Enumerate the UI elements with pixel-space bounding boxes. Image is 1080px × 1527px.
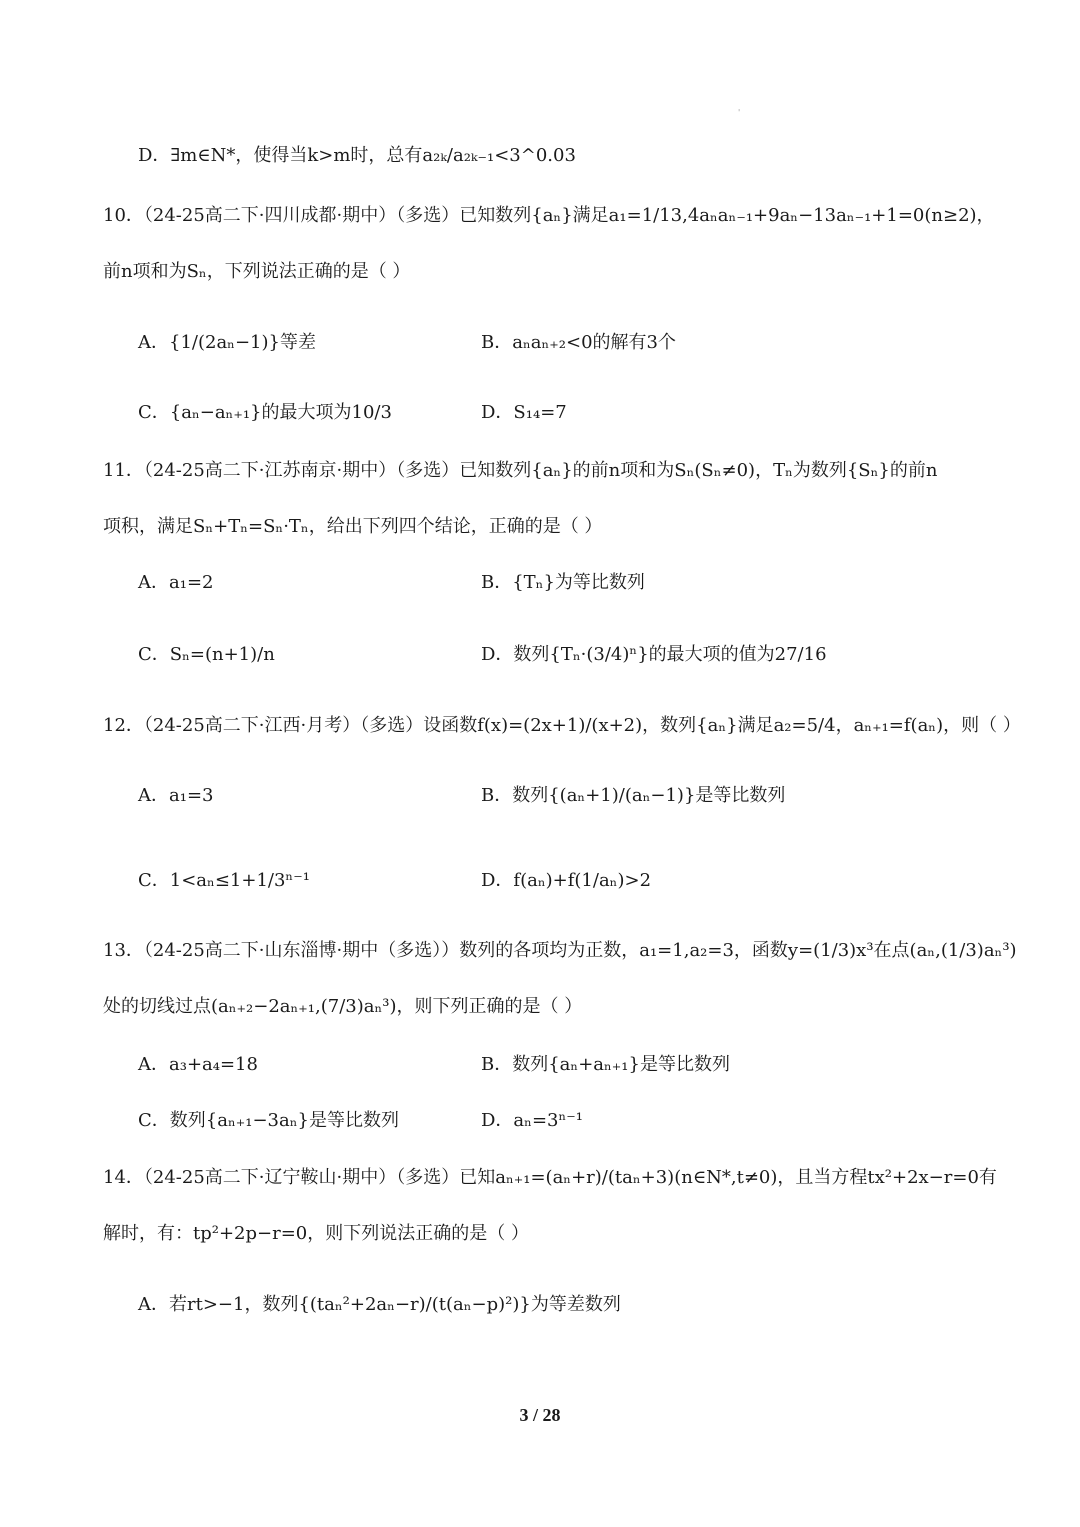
- q11-option-b: B．{Tₙ}为等比数列: [481, 572, 645, 593]
- q14-option-a: A．若rt>−1，数列{(taₙ²+2aₙ−r)/(t(aₙ−p)²)}为等差数列: [138, 1294, 621, 1315]
- q10-option-c: C．{aₙ−aₙ₊₁}的最大项为10/3: [138, 402, 392, 423]
- q13-option-b: B．数列{aₙ+aₙ₊₁}是等比数列: [481, 1054, 730, 1075]
- q11-option-d: D．数列{Tₙ·(3/4)ⁿ}的最大项的值为27/16: [481, 644, 827, 665]
- q12-option-b: B．数列{(aₙ+1)/(aₙ−1)}是等比数列: [481, 785, 786, 806]
- q13-stem-2: 处的切线过点(aₙ₊₂−2aₙ₊₁,(7/3)aₙ³)，则下列正确的是（ ）: [103, 996, 583, 1017]
- page-number: 3 / 28: [519, 1405, 561, 1425]
- q10-stem-2: 前n项和为Sₙ，下列说法正确的是（ ）: [103, 261, 411, 282]
- q11-option-a: A．a₁=2: [138, 572, 214, 593]
- q13-option-a: A．a₃+a₄=18: [138, 1054, 258, 1075]
- q10-stem-1: 10．（24-25高二下·四川成都·期中）（多选）已知数列{aₙ}满足a₁=1/13,4aₙaₙ₋₁+9aₙ−13aₙ₋₁+1=0(n≥2)，: [103, 205, 995, 226]
- q13-stem-1: 13．（24-25高二下·山东淄博·期中（多选））数列的各项均为正数，a₁=1,a₂=3，函数y=(1/3)x³在点(aₙ,(1/3)aₙ³): [103, 940, 1017, 961]
- q11-option-c: C．Sₙ=(n+1)/n: [138, 644, 275, 665]
- q13-option-c: C．数列{aₙ₊₁−3aₙ}是等比数列: [138, 1110, 399, 1131]
- q12-option-a: A．a₁=3: [138, 785, 214, 806]
- q12-option-d: D．f(aₙ)+f(1/aₙ)>2: [481, 870, 652, 891]
- q10-option-b: B．aₙaₙ₊₂<0的解有3个: [481, 332, 676, 353]
- q14-stem-1: 14．（24-25高二下·辽宁鞍山·期中）（多选）已知aₙ₊₁=(aₙ+r)/(taₙ+3)(n∈N*,t≠0)，且当方程tx²+2x−r=0有: [103, 1167, 997, 1188]
- q11-stem-2: 项积，满足Sₙ+Tₙ=Sₙ·Tₙ，给出下列四个结论，正确的是（ ）: [103, 516, 603, 537]
- scan-mark: ': [738, 108, 741, 117]
- q12-stem: 12．（24-25高二下·江西·月考）（多选）设函数f(x)=(2x+1)/(x+2)，数列{aₙ}满足a₂=5/4，aₙ₊₁=f(aₙ)，则（ ）: [103, 715, 1021, 736]
- q14-stem-2: 解时，有：tp²+2p−r=0，则下列说法正确的是（ ）: [103, 1223, 529, 1244]
- q12-option-c: C．1<aₙ≤1+1/3ⁿ⁻¹: [138, 870, 310, 891]
- q10-option-d: D．S₁₄=7: [481, 402, 567, 423]
- q9-option-d: D．∃m∈N*，使得当k>m时，总有a₂ₖ/a₂ₖ₋₁<3^0.03: [138, 145, 576, 166]
- q10-option-a: A．{1/(2aₙ−1)}等差: [138, 332, 316, 353]
- q13-option-d: D．aₙ=3ⁿ⁻¹: [481, 1110, 583, 1131]
- q11-stem-1: 11．（24-25高二下·江苏南京·期中）（多选）已知数列{aₙ}的前n项和为Sₙ(Sₙ≠0)，Tₙ为数列{Sₙ}的前n: [103, 460, 938, 481]
